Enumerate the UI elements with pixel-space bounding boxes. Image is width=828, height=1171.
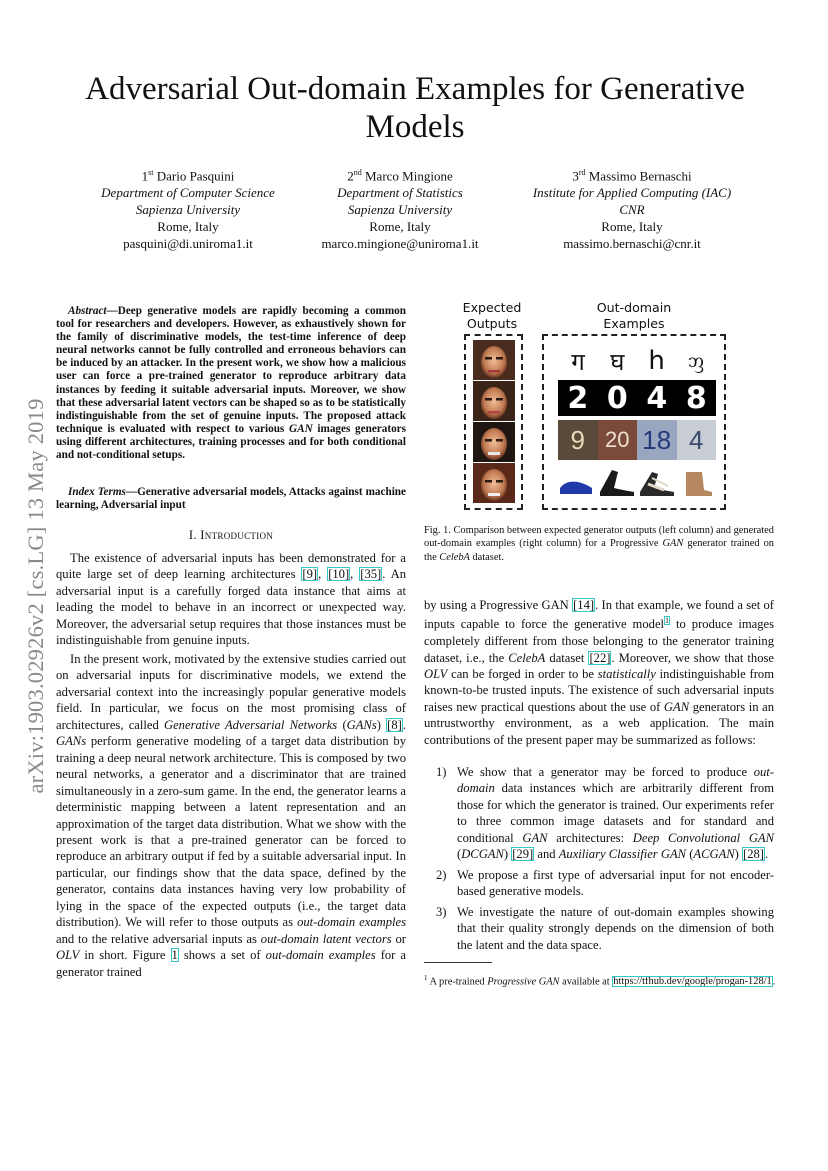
author-block-3 xyxy=(518,164,746,252)
author-email[interactable]: pasquini@di.uniroma1.it xyxy=(123,236,253,252)
glyph-1: ग xyxy=(571,347,585,376)
author-email[interactable]: marco.mingione@uniroma1.it xyxy=(321,236,479,252)
figure-1 xyxy=(456,300,746,512)
citation-link[interactable]: [8] xyxy=(387,717,402,732)
citation-link[interactable]: [9] xyxy=(302,567,318,582)
author-inst: Sapienza University xyxy=(135,202,241,218)
face-image-4 xyxy=(473,463,515,503)
author-loc: Rome, Italy xyxy=(601,219,663,235)
author-block-2 xyxy=(290,164,510,252)
figure-link[interactable]: 1 xyxy=(171,948,178,963)
author-name: 1st Dario Pasquini xyxy=(141,168,235,184)
citation-link[interactable]: [22] xyxy=(589,650,611,665)
face-image-2 xyxy=(473,381,515,421)
glyph-2: घ xyxy=(610,347,625,376)
svhn-digit-3: 18 xyxy=(642,424,672,455)
author-dept: Institute for Applied Computing (IAC) xyxy=(532,185,732,201)
author-dept: Department of Statistics xyxy=(337,185,463,201)
glyph-4: ᦀ xyxy=(688,348,704,372)
abstract: Abstract—Deep generative models are rapidly becoming a common tool for researchers and developers. However, as exhaustively shown for the family of discriminative models, the test-time inference of deep neural networks cannot be fully controlled and erroneous behaviors can be induced by an attacker. In the present work, we show how a malicious user can force a pre-trained generator to reproduce arbitrary data instances by feeding it suitable adversarial inputs. Moreover, we show that these adversarial latent vectors can be shaped so as to be statistically indistinguishable from the set of genuine inputs. The proposed attack technique is evaluated with respect to various GAN images generators using different architectures, training processes and for both conditional and not-conditional setups. xyxy=(56,305,406,462)
author-loc: Rome, Italy xyxy=(157,219,219,235)
face-image-3 xyxy=(473,422,515,462)
digit-4: 8 xyxy=(685,380,707,416)
digit-row-svhn xyxy=(558,420,716,460)
svhn-digit-2: 20 xyxy=(605,427,630,452)
author-name: 3rd Massimo Bernaschi xyxy=(572,168,692,184)
contributions-list xyxy=(424,764,774,957)
author-inst: CNR xyxy=(619,202,645,218)
author-block-1 xyxy=(78,164,298,252)
face-image-1 xyxy=(473,340,515,380)
face-images xyxy=(473,340,515,504)
intro-paragraph-1: The existence of adversarial inputs has been demonstrated for a quite large set of deep learning architectures [9], [10], [35]. An adversarial input is a carefully forged data instance that aims at leading the model to behave in an incorrect or unexpected way. Moreover, the adversarial setup requires that those instances must be indistinguishable from genuine inputs. xyxy=(56,551,407,648)
figure-label-expected: Expected Outputs xyxy=(462,300,522,331)
footnote-url-link[interactable]: https://tfhub.dev/google/progan-128/1 xyxy=(613,976,772,988)
glyph-3: h xyxy=(648,346,665,376)
figure-caption: Fig. 1. Comparison between expected generator outputs (left column) and generated out-domain examples (right column) for a Progressive GAN generator trained on the CelebA dataset. xyxy=(424,525,774,563)
figure-label-outdomain: Out-domain Examples xyxy=(596,300,672,331)
author-dept: Department of Computer Science xyxy=(101,185,275,201)
citation-link[interactable]: [29] xyxy=(512,847,534,862)
digit-3: 4 xyxy=(646,380,668,416)
author-email[interactable]: massimo.bernaschi@cnr.it xyxy=(563,236,701,252)
intro-paragraph-2: In the present work, motivated by the extensive studies carried out on adversarial inputs for discriminative models, we extend the adversarial context into the increasingly popular generative models field. In particular, we focus on the most promising class of architectures, called Generative Adversarial Networks (GANs) [8]. GANs perform generative modeling of a target data distribution by training a deep neural network architecture. This is composed by two neural networks, a generator and a discriminator that are trained simultaneously in a zero-sum game. In the end, the generator learns a deterministic mapping between a latent representation and an approximation of the target data distribution. What we show with the present work is that a pre-trained generator can be forced to reproduce an arbitrary output if fed by a suitable adversarial input. In particular, our findings show that the data space, defined by the generator, contains data instances having very low probability of lying in the space of the expected outputs (i.e., the target data distribution). We will refer to those outputs as out-domain examples and to the relative adversarial inputs as out-domain latent vectors or OLV in short. Figure 1 shows a set of out-domain examples for a generator trained xyxy=(56,652,407,979)
citation-link[interactable]: [28] xyxy=(743,847,764,862)
svhn-digit-1: 9 xyxy=(570,424,585,455)
digit-2: 0 xyxy=(606,380,628,416)
index-terms: Index Terms—Generative adversarial models, Attacks against machine learning, Adversarial input xyxy=(56,486,406,512)
citation-link[interactable]: [14] xyxy=(573,598,595,612)
right-paragraph-1: by using a Progressive GAN [14]. In that example, we found a set of inputs capable to force the generative model$^1$ to produce images completely different from those belonging to the generator training dataset, i.e., the CelebA dataset [22]. Moreover, we show that those OLV can be forged in order to be statistically indistinguishable from known-to-be trusted inputs. The existence of such adversarial inputs raises new practical questions about the use of GAN generators in an untrustworthy environment, as a web application. The main contributions of the present paper may be summarized as follows: xyxy=(424,598,775,747)
footnote-rule xyxy=(424,962,492,963)
list-item: 2) We propose a first type of adversarial input for not encoder-based generative models. xyxy=(436,867,774,899)
digit-row-mnist xyxy=(558,380,716,416)
shoe-image-3 xyxy=(640,472,674,496)
shoe-image-2 xyxy=(600,470,634,496)
list-item: 1) We show that a generator may be forced to produce out-domain data instances which are arbitrarily different from those for which the generator is trained. Our experiments refer to three common image datasets and for standard and conditional GAN architectures: Deep Convolutional GAN (DCGAN) [29] and Auxiliary Classifier GAN (ACGAN) [28]. xyxy=(436,765,775,862)
paper-title: Adversarial Out-domain Examples for Generative Models xyxy=(85,71,745,145)
shoe-images xyxy=(556,462,716,500)
glyph-row xyxy=(560,346,714,376)
shoe-image-1 xyxy=(560,482,592,494)
author-loc: Rome, Italy xyxy=(369,219,431,235)
digit-1: 2 xyxy=(567,380,589,416)
shoe-image-4 xyxy=(686,472,712,496)
citation-link[interactable]: [10] xyxy=(328,567,350,582)
footnote: $^1$ A pre-trained Progressive GAN available at https://tfhub.dev/google/progan-128/1. xyxy=(424,974,776,988)
author-inst: Sapienza University xyxy=(347,202,453,218)
section-heading: I. Introduction xyxy=(188,528,274,542)
list-item: 3) We investigate the nature of out-domain examples showing that their quality strongly depends on the dimension of both the latent and the data space. xyxy=(436,904,774,952)
author-name: 2nd Marco Mingione xyxy=(347,168,453,184)
svhn-digit-4: 4 xyxy=(689,424,704,455)
footnote-link[interactable]: 1 xyxy=(665,616,670,626)
citation-link[interactable]: [35] xyxy=(360,567,382,582)
